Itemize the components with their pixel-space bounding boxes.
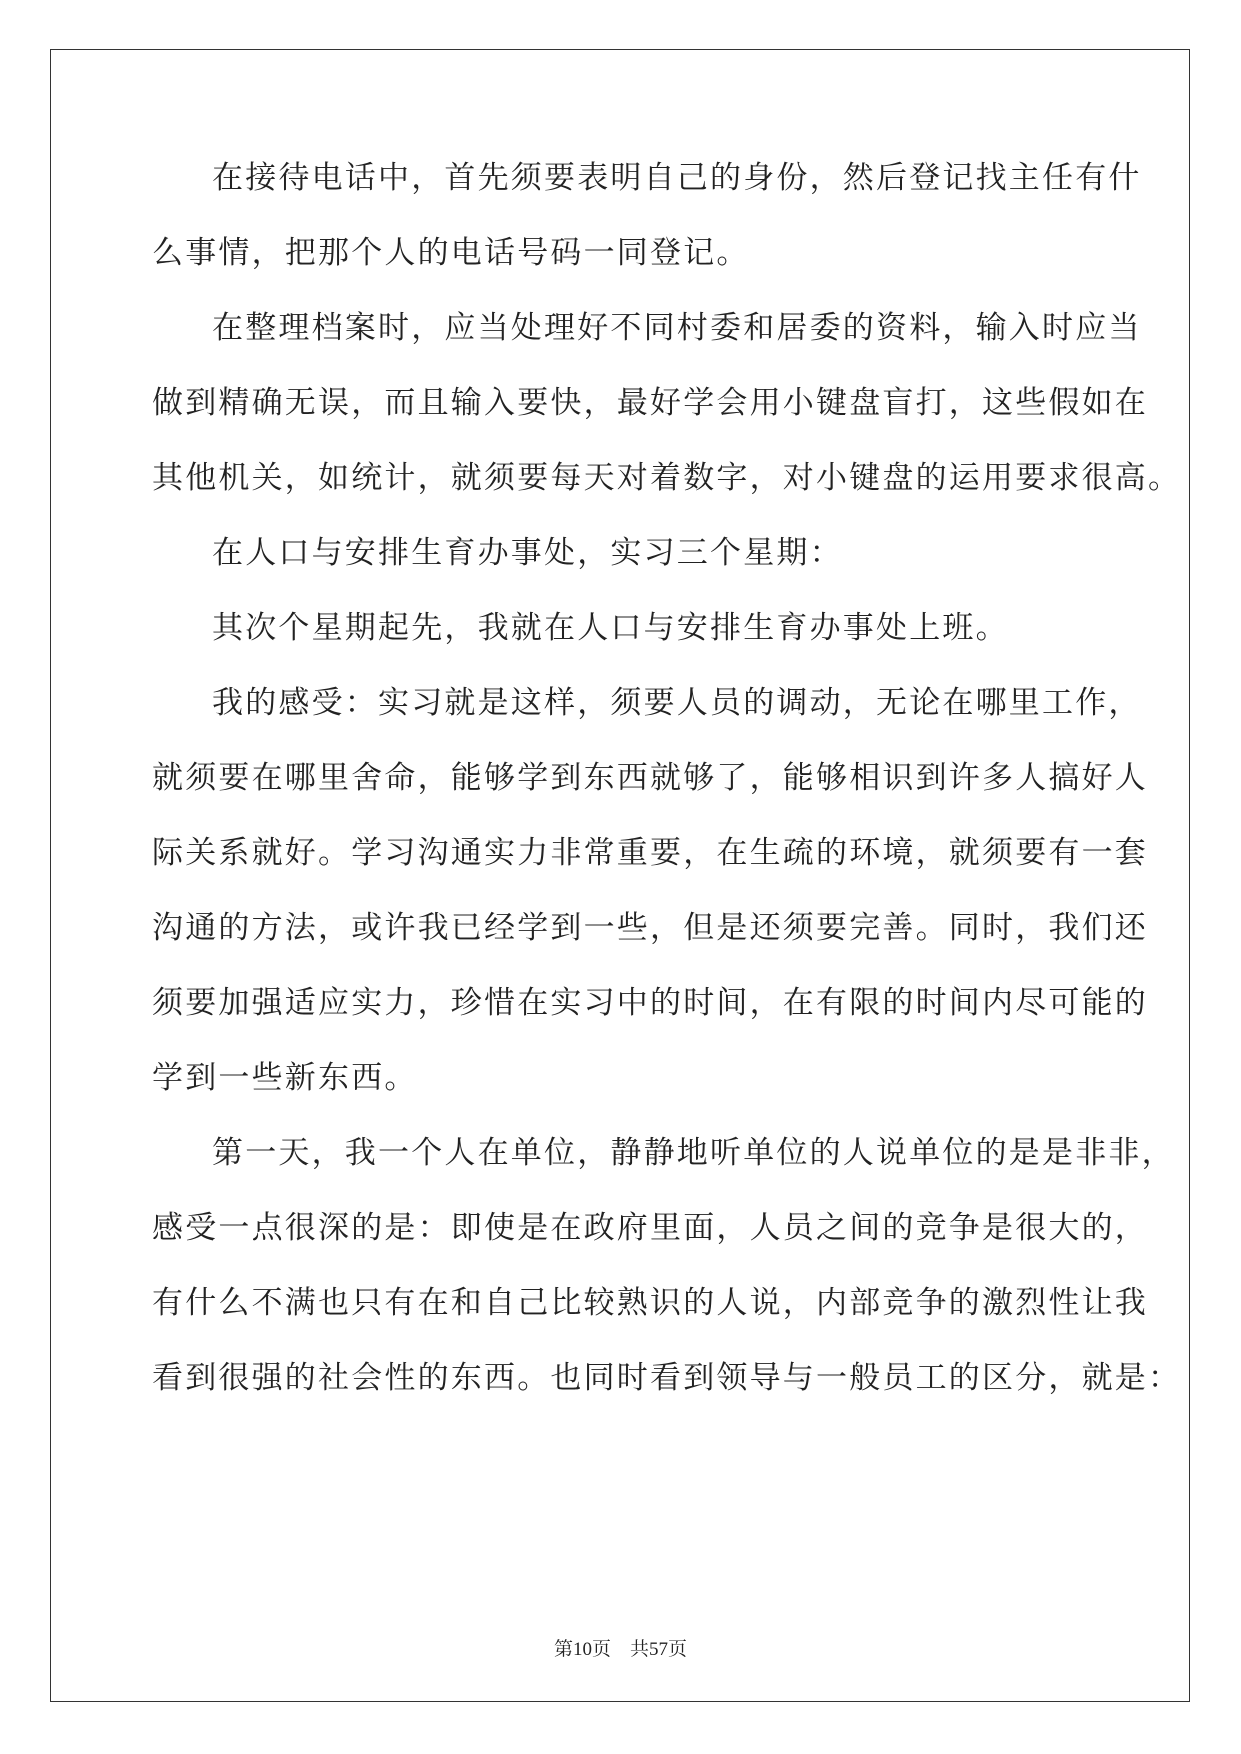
text-line: 其次个星期起先，我就在人口与安排生育办事处上班。 — [212, 610, 1009, 646]
text-line: 沟通的方法，或许我已经学到一些，但是还须要完善。同时，我们还 — [152, 910, 1148, 946]
text-line: 学到一些新东西。 — [152, 1060, 418, 1096]
text-line: 在人口与安排生育办事处，实习三个星期： — [212, 535, 843, 571]
text-line: 看到很强的社会性的东西。也同时看到领导与一般员工的区分，就是： — [152, 1360, 1182, 1396]
text-line: 么事情，把那个人的电话号码一同登记。 — [152, 235, 750, 271]
text-line: 在接待电话中，首先须要表明自己的身份，然后登记找主任有什 — [212, 160, 1142, 196]
text-line: 在整理档案时，应当处理好不同村委和居委的资料，输入时应当 — [212, 310, 1142, 346]
page-border — [50, 49, 1190, 1702]
text-line: 须要加强适应实力，珍惜在实习中的时间，在有限的时间内尽可能的 — [152, 985, 1148, 1021]
text-line: 第一天，我一个人在单位，静静地听单位的人说单位的是是非非， — [212, 1135, 1175, 1171]
text-line: 际关系就好。学习沟通实力非常重要，在生疏的环境，就须要有一套 — [152, 835, 1148, 871]
text-line: 就须要在哪里舍命，能够学到东西就够了，能够相识到许多人搞好人 — [152, 760, 1148, 796]
text-line: 感受一点很深的是：即使是在政府里面，人员之间的竞争是很大的， — [152, 1210, 1148, 1246]
text-line: 有什么不满也只有在和自己比较熟识的人说，内部竞争的激烈性让我 — [152, 1285, 1148, 1321]
text-line: 我的感受：实习就是这样，须要人员的调动，无论在哪里工作， — [212, 685, 1142, 721]
text-line: 做到精确无误，而且输入要快，最好学会用小键盘盲打，这些假如在 — [152, 385, 1148, 421]
text-line: 其他机关，如统计，就须要每天对着数字，对小键盘的运用要求很高。 — [152, 460, 1182, 496]
page-number-footer: 第10页 共57页 — [553, 1639, 687, 1660]
